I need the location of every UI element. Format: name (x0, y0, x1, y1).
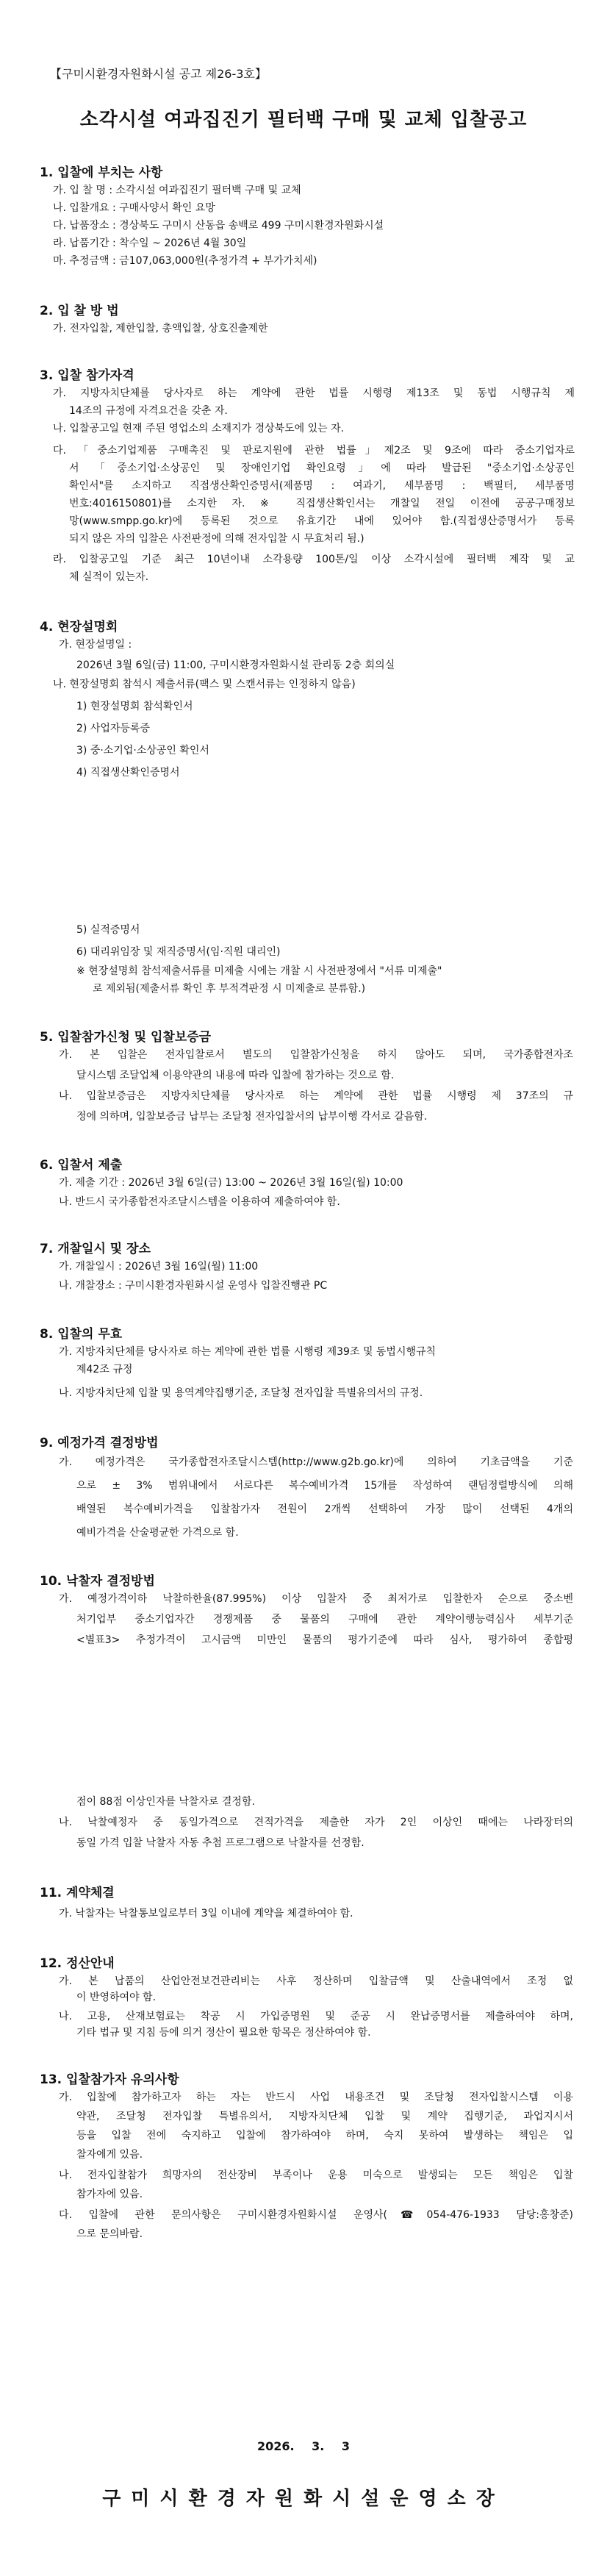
section-5-line: 나. 입찰보증금은 지방자치단체를 당사자로 하는 계약에 관한 법률 시행령 제 37조의 규 (59, 1090, 573, 1102)
section-1-line: 다. 납품장소 : 경상북도 구미시 산동읍 송백로 499 구미시환경자원화시설 (53, 220, 384, 232)
section-3-line: 14조의 규정에 자격요건을 갖춘 자. (69, 405, 228, 417)
section-10-line: 점이 88점 이상인자를 낙찰자로 결정함. (76, 1796, 255, 1808)
section-1-heading: 1. 입찰에 부치는 사항 (40, 165, 163, 180)
section-11-heading: 11. 계약체결 (40, 1886, 115, 1900)
section-12-line: 가. 본 납품의 산업안전보건관리비는 사후 정산하며 입찰금액 및 산출내역에서 조정 없 (59, 1975, 573, 1987)
section-1-line: 가. 입 찰 명 : 소각시설 여과집진기 필터백 구매 및 교체 (53, 185, 301, 196)
section-4-line: 2026년 3월 6일(금) 11:00, 구미시환경자원화시설 관리동 2층 회의실 (76, 659, 395, 671)
issuing-office: 구미시환경자원화시설운영소장 (102, 2488, 505, 2510)
section-6-heading: 6. 입찰서 제출 (40, 1158, 123, 1173)
section-3-line: 확인서"를 소지하고 직접생산확인증명서(제품명 : 여과기, 세부품명 : 백필터, 세부품명 (69, 480, 575, 492)
section-13-line: 등을 입찰 전에 숙지하고 입찰에 참가하여야 하며, 숙지 못하여 발생하는 책임은 입 (76, 2130, 573, 2142)
section-3-line: 체 실적이 있는자. (69, 571, 149, 583)
section-3-line: 라. 입찰공고일 기준 최근 10년이내 소각용량 100톤/일 이상 소각시설에 필터백 제작 및 교 (53, 554, 575, 565)
section-10-heading: 10. 낙찰자 결정방법 (40, 1574, 155, 1589)
section-5-line: 달시스템 조달업체 이용약관의 내용에 따라 입찰에 참가하는 것으로 함. (76, 1070, 395, 1081)
section-12-line: 나. 고용, 산재보험료는 착공 시 가입증명원 및 준공 시 완납증명서를 제출하여야 하며, (59, 2011, 573, 2022)
section-10-line: 처기업부 중소기업자간 경쟁제품 중 물품의 구매에 관한 계약이행능력심사 세부기준 (76, 1614, 573, 1625)
section-3-heading: 3. 입찰 참가자격 (40, 368, 134, 383)
section-13-heading: 13. 입찰참가자 유의사항 (40, 2072, 179, 2087)
section-3-line: 번호:4016150801)를 소지한 자. ※ 직접생산확인서는 개찰일 전일 이전에 공공구매정보 (69, 498, 575, 509)
section-2-heading: 2. 입 찰 방 법 (40, 304, 119, 318)
section-3-line: 나. 입찰공고일 현재 주된 영업소의 소재지가 경상북도에 있는 자. (53, 423, 345, 434)
section-13-line: 나. 전자입찰참가 희망자의 전산장비 부족이나 운용 미숙으로 발생되는 모든 책임은 입찰 (59, 2169, 573, 2181)
section-5-line: 정에 의하며, 입찰보증금 납부는 조달청 전자입찰서의 납부이행 각서로 갈음함. (76, 1111, 428, 1123)
section-7-heading: 7. 개찰일시 및 장소 (40, 1242, 151, 1256)
section-13-line: 다. 입찰에 관한 문의사항은 구미시환경자원화시설 운영사(☎054-476-1933 담당:홍창준) (59, 2209, 573, 2221)
list-item: 6) 대리위임장 및 재직증명서(임·직원 대리인) (76, 946, 281, 958)
section-13-line: 찰자에게 있음. (76, 2149, 143, 2161)
section-13-line: 참가자에 있음. (76, 2189, 143, 2200)
section-2-line: 가. 전자입찰, 제한입찰, 총액입찰, 상호진출제한 (53, 323, 268, 334)
section-8-line: 나. 지방자치단체 입찰 및 용역계약집행기준, 조달청 전자입찰 특별유의서의 규정. (59, 1387, 423, 1399)
section-9-line: 으로 ± 3% 범위내에서 서로다른 복수예비가격 15개를 작성하여 랜덤정렬방식에 의해 (76, 1480, 573, 1492)
section-6-line: 나. 반드시 국가종합전자조달시스템을 이용하여 제출하여야 함. (59, 1196, 340, 1208)
section-10-line: <별표3> 추정가격이 고시금액 미만인 물품의 평가기준에 따라 심사, 평가하여 종합평 (76, 1634, 573, 1646)
section-11-line: 가. 낙찰자는 낙찰통보일로부터 3일 이내에 계약을 체결하여야 함. (59, 1908, 353, 1920)
notice-date: 2026. 3. 3 (256, 2439, 351, 2453)
section-7-line: 나. 개찰장소 : 구미시환경자원화시설 운영사 입찰진행관 PC (59, 1280, 328, 1292)
section-6-line: 가. 제출 기간 : 2026년 3월 6일(금) 13:00 ~ 2026년 3월 16일(월) 10:00 (59, 1177, 403, 1189)
section-5-heading: 5. 입찰참가신청 및 입찰보증금 (40, 1030, 212, 1045)
section-12-line: 기타 법규 및 지침 등에 의거 정산이 필요한 항목은 정산하여야 함. (76, 2027, 371, 2039)
list-item: 4) 직접생산확인증명서 (76, 767, 180, 779)
section-13-line: 가. 입찰에 참가하고자 하는 자는 반드시 사업 내용조건 및 조달청 전자입찰시스템 이용 (59, 2092, 573, 2103)
section-10-line: 동일 가격 입찰 낙찰자 자동 추첨 프로그램으로 낙찰자를 선정함. (76, 1837, 364, 1849)
section-4-note: ※ 현장설명회 참석제출서류를 미제출 시에는 개찰 시 사전판정에서 "서류 미제출" (76, 965, 442, 977)
section-8-line: 가. 지방자치단체를 당사자로 하는 계약에 관한 법률 시행령 제39조 및 동법시행규칙 (59, 1346, 437, 1358)
notice-number: 【구미시환경자원화시설 공고 제26-3호】 (50, 67, 267, 81)
section-1-line: 라. 납품기간 : 착수일 ~ 2026년 4월 30일 (53, 237, 247, 249)
section-9-line: 배열된 복수예비가격을 입찰참가자 전원이 2개씩 선택하여 가장 많이 선택된 4개의 (76, 1503, 573, 1515)
list-item: 2) 사업자등록증 (76, 723, 150, 734)
notice-title: 소각시설 여과집진기 필터백 구매 및 교체 입찰공고 (79, 109, 528, 131)
section-9-line: 예비가격을 산술평균한 가격으로 함. (76, 1527, 239, 1539)
section-5-line: 가. 본 입찰은 전자입찰로서 별도의 입찰참가신청을 하지 않아도 되며, 국가종합전자조 (59, 1049, 573, 1061)
section-4-note: 로 제외됨(제출서류 확인 후 부적격판정 시 미제출로 분류함.) (93, 983, 366, 995)
section-1-line: 마. 추정금액 : 금107,063,000원(추정가격 + 부가가치세) (53, 255, 317, 267)
section-12-heading: 12. 정산안내 (40, 1956, 115, 1971)
section-8-heading: 8. 입찰의 무효 (40, 1327, 123, 1342)
section-3-line: 망(www.smpp.go.kr)에 등록된 것으로 유효기간 내에 있어야 함.(직접생산증명서가 등록 (69, 515, 575, 527)
section-13-line: 으로 문의바람. (76, 2228, 143, 2240)
section-9-line: 가. 예정가격은 국가종합전자조달시스템(http://www.g2b.go.kr)에 의하여 기초금액을 기준 (59, 1456, 573, 1468)
section-3-line: 가. 지방자치단체를 당사자로 하는 계약에 관한 법률 시행령 제13조 및 동법 시행규칙 제 (53, 387, 575, 399)
section-7-line: 가. 개찰일시 : 2026년 3월 16일(월) 11:00 (59, 1261, 259, 1273)
section-10-line: 나. 낙찰예정자 중 동일가격으로 견적가격을 제출한 자가 2인 이상인 때에는 나라장터의 (59, 1817, 573, 1828)
section-12-line: 이 반영하여야 함. (76, 1992, 157, 2003)
section-3-line: 서 「중소기업·소상공인 및 장애인기업 확인요령」에 따라 발급된 "중소기업·소상공인 (69, 462, 575, 474)
section-1-line: 나. 입찰개요 : 구매사양서 확인 요망 (53, 202, 215, 214)
section-13-line: 약관, 조달청 전자입찰 특별유의서, 지방자치단체 입찰 및 계약 집행기준, 과업지시서 (76, 2111, 573, 2122)
list-item: 3) 중·소기업·소상공인 확인서 (76, 745, 209, 756)
list-item: 5) 실적증명서 (76, 924, 140, 936)
section-8-line: 제42조 규정 (76, 1364, 133, 1375)
section-4-line: 나. 현장설명회 참석시 제출서류(팩스 및 스캔서류는 인정하지 않음) (53, 679, 356, 690)
list-item: 1) 현장설명회 참석확인서 (76, 701, 193, 712)
section-3-line: 되지 않은 자의 입찰은 사전판정에 의해 전자입찰 시 무효처리 됨.) (69, 533, 364, 545)
section-9-heading: 9. 예정가격 결정방법 (40, 1436, 159, 1450)
section-4-line: 가. 현장설명일 : (59, 639, 132, 651)
section-4-heading: 4. 현장설명회 (40, 620, 118, 634)
section-10-line: 가. 예정가격이하 낙찰하한율(87.995%) 이상 입찰자 중 최저가로 입찰한자 순으로 중소벤 (59, 1593, 573, 1605)
section-3-line: 다. 「중소기업제품 구매촉진 및 판로지원에 관한 법률」제2조 및 9조에 따라 중소기업자로 (53, 445, 575, 457)
